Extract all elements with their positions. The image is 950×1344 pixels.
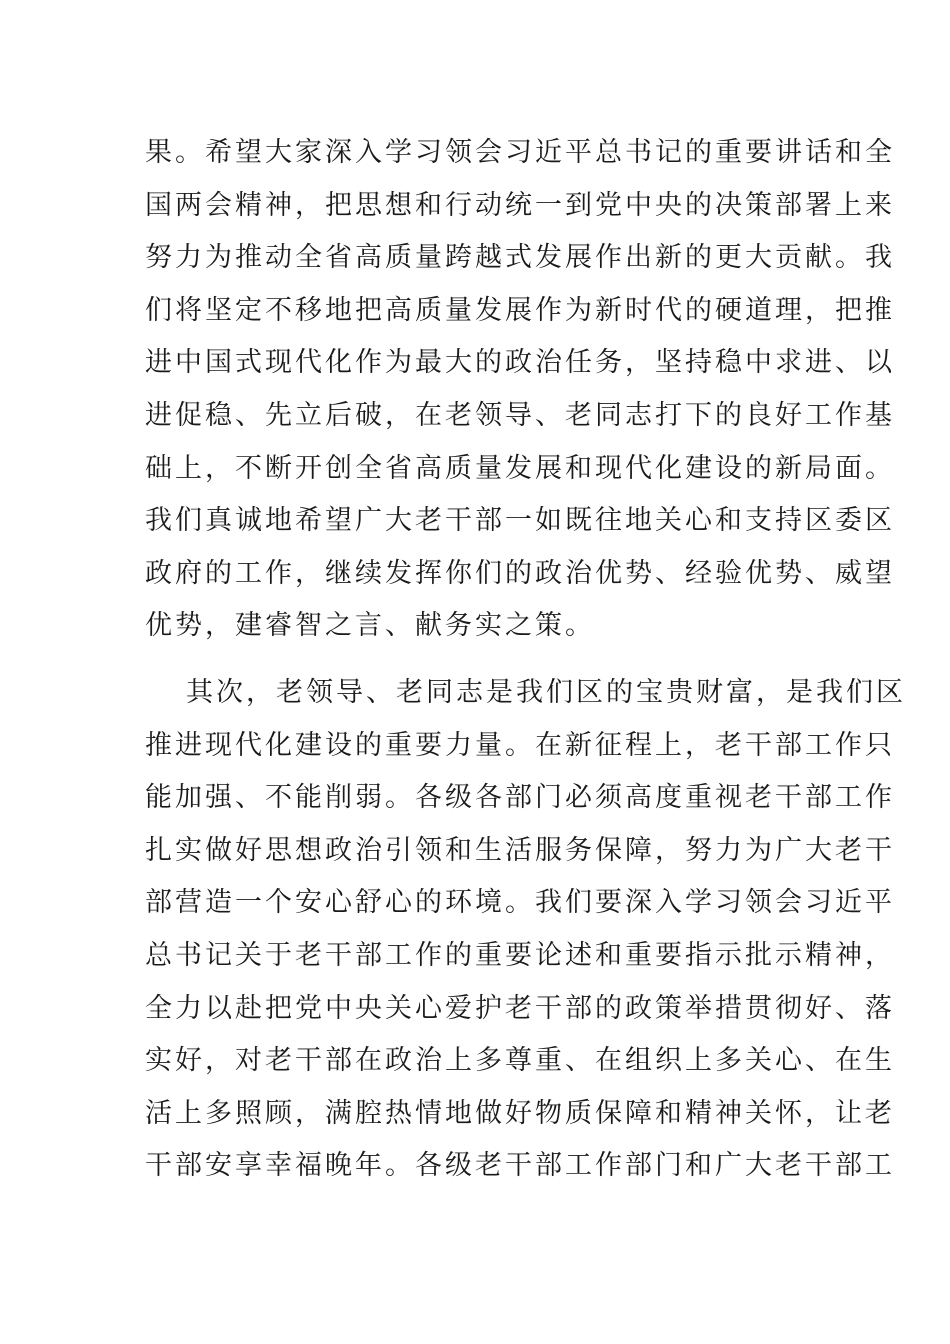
text-line: 能加强、不能削弱。各级各部门必须高度重视老干部工作 bbox=[145, 782, 895, 814]
text-line: 努力为推动全省高质量跨越式发展作出新的更大贡献。我 bbox=[145, 242, 895, 274]
text-line: 们将坚定不移地把高质量发展作为新时代的硬道理，把推 bbox=[145, 294, 895, 326]
text-line: 政府的工作，继续发挥你们的政治优势、经验优势、威望 bbox=[145, 557, 895, 589]
text-line: 实好，对老干部在政治上多尊重、在组织上多关心、在生 bbox=[145, 1045, 895, 1077]
paragraph-2 bbox=[145, 667, 906, 1193]
text-line: 扎实做好思想政治引领和生活服务保障，努力为广大老干 bbox=[145, 834, 895, 866]
text-line: 优势，建睿智之言、献务实之策。 bbox=[145, 610, 595, 642]
paragraph-spacing bbox=[145, 653, 805, 667]
text-line: 部营造一个安心舒心的环境。我们要深入学习领会习近平 bbox=[145, 887, 895, 919]
paragraph-1 bbox=[145, 127, 895, 653]
text-line: 总书记关于老干部工作的重要论述和重要指示批示精神， bbox=[145, 939, 895, 971]
text-line: 础上，不断开创全省高质量发展和现代化建设的新局面。 bbox=[145, 452, 895, 484]
body-text bbox=[145, 127, 906, 1193]
text-line: 活上多照顾，满腔热情地做好物质保障和精神关怀，让老 bbox=[145, 1097, 895, 1129]
text-line: 进中国式现代化作为最大的政治任务，坚持稳中求进、以 bbox=[145, 347, 895, 379]
text-line: 全力以赴把党中央关心爱护老干部的政策举措贯彻好、落 bbox=[145, 992, 895, 1024]
text-line: 果。希望大家深入学习领会习近平总书记的重要讲话和全 bbox=[145, 137, 895, 168]
text-line: 国两会精神，把思想和行动统一到党中央的决策部署上来 bbox=[145, 189, 895, 221]
text-line: 干部安享幸福晚年。各级老干部工作部门和广大老干部工 bbox=[145, 1150, 895, 1182]
text-line: 其次，老领导、老同志是我们区的宝贵财富，是我们区 bbox=[186, 676, 906, 708]
text-line: 进促稳、先立后破，在老领导、老同志打下的良好工作基 bbox=[145, 399, 895, 431]
text-line: 我们真诚地希望广大老干部一如既往地关心和支持区委区 bbox=[145, 505, 895, 537]
text-line: 推进现代化建设的重要力量。在新征程上，老干部工作只 bbox=[145, 729, 895, 761]
